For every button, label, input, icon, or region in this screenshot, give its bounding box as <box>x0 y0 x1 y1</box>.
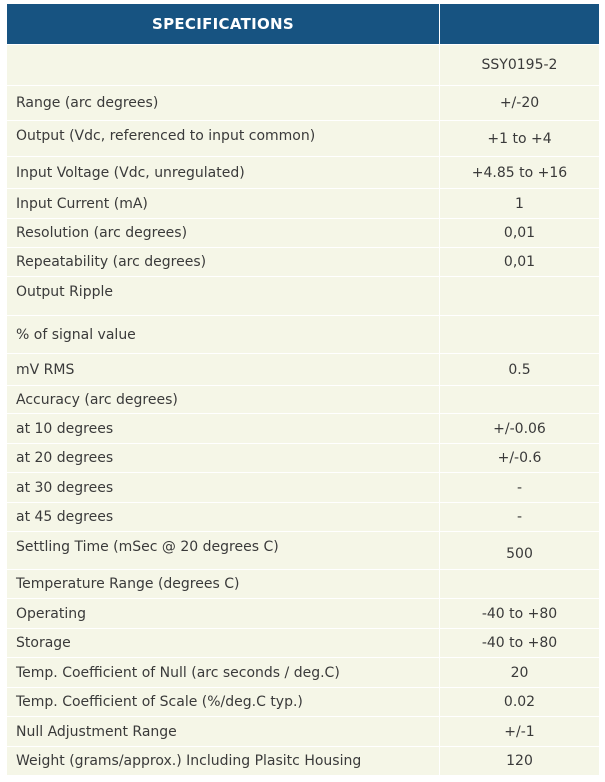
table-row <box>7 86 600 121</box>
spec-value: 0,01 <box>440 219 600 248</box>
spec-label: Range (arc degrees) <box>7 86 440 121</box>
spec-label: Repeatability (arc degrees) <box>7 248 440 277</box>
model-column-header <box>440 4 600 45</box>
spec-label: at 45 degrees <box>7 503 440 532</box>
model-name: SSY0195-2 <box>440 45 600 86</box>
spec-label: Settling Time (mSec @ 20 degrees C) <box>7 532 440 570</box>
spec-value: - <box>440 503 600 532</box>
spec-label: Temperature Range (degrees C) <box>7 570 440 599</box>
table-row <box>7 121 600 157</box>
spec-value <box>440 277 600 316</box>
spec-value: +1 to +4 <box>440 121 600 157</box>
spec-value: +/-1 <box>440 717 600 747</box>
table-row <box>7 688 600 717</box>
spec-value: 0,01 <box>440 248 600 277</box>
spec-value: +/-0.6 <box>440 444 600 473</box>
model-label-cell <box>7 45 440 86</box>
table-row <box>7 503 600 532</box>
table-row <box>7 354 600 386</box>
spec-label: mV RMS <box>7 354 440 386</box>
table-row <box>7 570 600 599</box>
spec-label: Accuracy (arc degrees) <box>7 386 440 414</box>
spec-value: 120 <box>440 747 600 776</box>
spec-label: Weight (grams/approx.) Including Plasitc Housing <box>7 747 440 776</box>
table-row <box>7 444 600 473</box>
spec-value <box>440 570 600 599</box>
spec-value: 0.02 <box>440 688 600 717</box>
spec-value: 0.5 <box>440 354 600 386</box>
spec-label: Input Current (mA) <box>7 189 440 219</box>
table-row <box>7 717 600 747</box>
spec-value: +/-20 <box>440 86 600 121</box>
spec-label: at 10 degrees <box>7 414 440 444</box>
table-row <box>7 277 600 316</box>
spec-value: 1 <box>440 189 600 219</box>
spec-label: Operating <box>7 599 440 629</box>
spec-value: -40 to +80 <box>440 599 600 629</box>
spec-value: 500 <box>440 532 600 570</box>
table-row <box>7 157 600 189</box>
model-row <box>7 45 600 86</box>
spec-label: Resolution (arc degrees) <box>7 219 440 248</box>
table-row <box>7 473 600 503</box>
table-row <box>7 532 600 570</box>
table-row <box>7 386 600 414</box>
table-header-row <box>7 4 600 45</box>
spec-value: - <box>440 473 600 503</box>
spec-label: Output Ripple <box>7 277 440 316</box>
spec-value: -40 to +80 <box>440 629 600 658</box>
spec-label: at 20 degrees <box>7 444 440 473</box>
table-row <box>7 747 600 776</box>
spec-label: Output (Vdc, referenced to input common) <box>7 121 440 157</box>
spec-label: Temp. Coefficient of Null (arc seconds / deg.C) <box>7 658 440 688</box>
spec-label: Null Adjustment Range <box>7 717 440 747</box>
table-row <box>7 248 600 277</box>
spec-label: Input Voltage (Vdc, unregulated) <box>7 157 440 189</box>
specifications-table <box>6 3 600 776</box>
table-row <box>7 219 600 248</box>
table-row <box>7 629 600 658</box>
table-title: SPECIFICATIONS <box>7 4 440 45</box>
spec-label: at 30 degrees <box>7 473 440 503</box>
spec-value: +/-0.06 <box>440 414 600 444</box>
spec-value <box>440 386 600 414</box>
spec-label: Temp. Coefficient of Scale (%/deg.C typ.) <box>7 688 440 717</box>
spec-value: 20 <box>440 658 600 688</box>
table-row <box>7 189 600 219</box>
spec-value <box>440 316 600 354</box>
spec-value: +4.85 to +16 <box>440 157 600 189</box>
spec-label: Storage <box>7 629 440 658</box>
spec-label: % of signal value <box>7 316 440 354</box>
table-row <box>7 414 600 444</box>
table-row <box>7 316 600 354</box>
table-row <box>7 599 600 629</box>
table-row <box>7 658 600 688</box>
